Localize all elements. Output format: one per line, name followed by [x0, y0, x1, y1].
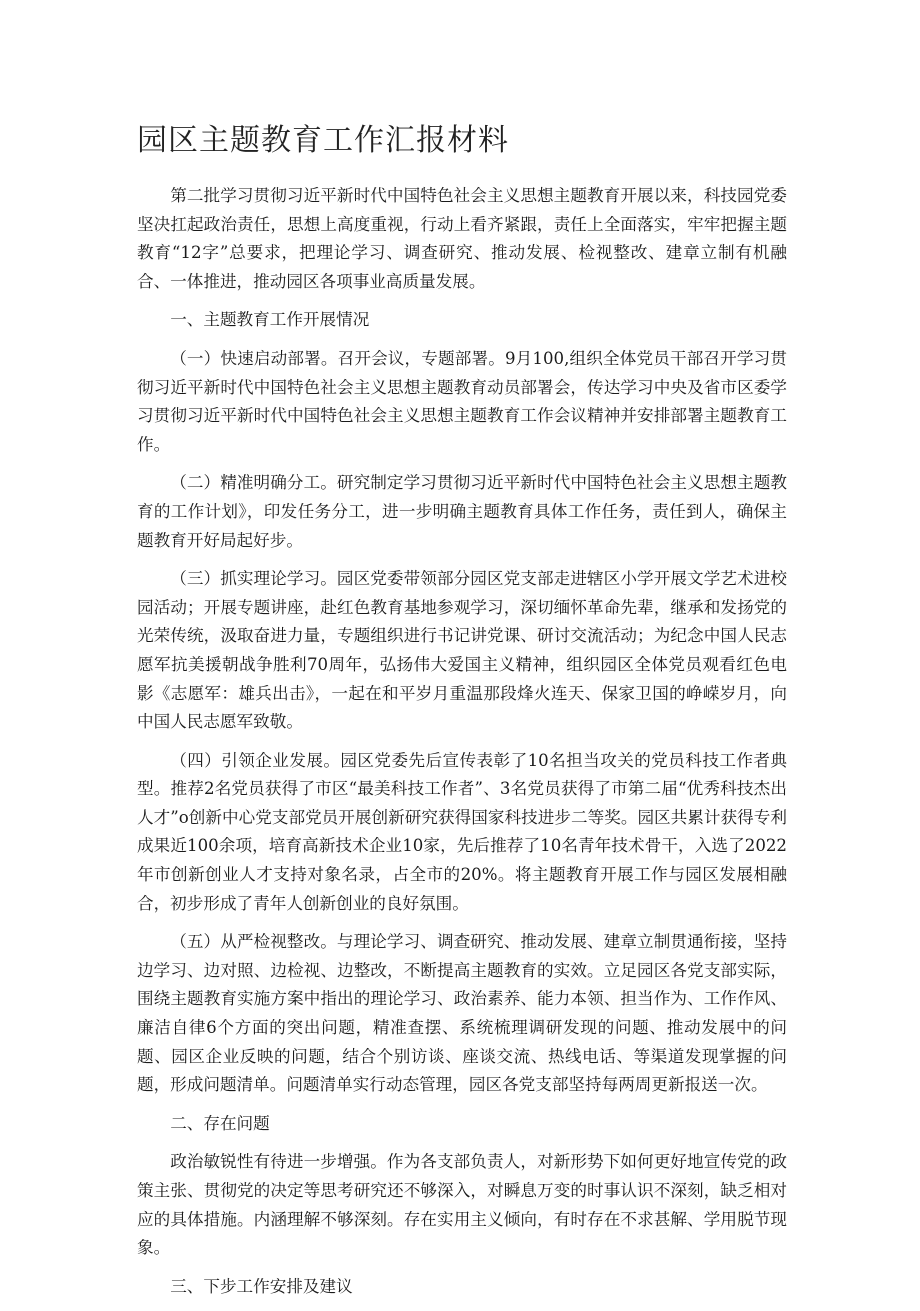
section1-item-5: （五）从严检视整改。与理论学习、调查研究、推动发展、建章立制贯通衔接，坚持边学习、边对照、边检视、边整改，不断提高主题教育的实效。立足园区各党支部实际，围绕主题教育实施方案中指出的理论学习、政治素养、能力本领、担当作为、工作作风、廉洁自律6个方面的突出问题，精准查摆、系统梳理调研发现的问题、推动发展中的问题、园区企业反映的问题，结合个别访谈、座谈交流、热线电话、等渠道发现掌握的问题，形成问题清单。问题清单实行动态管理，园区各党支部坚持每两周更新报送一次。: [137, 932, 787, 1095]
document-title: 园区主题教育工作汇报材料: [137, 123, 509, 158]
section-heading-2: 二、存在问题: [170, 1113, 270, 1133]
section1-item-4: （四）引领企业发展。园区党委先后宣传表彰了10名担当攻关的党员科技工作者典型。推荐2名党员获得了市区“最美科技工作者”、3名党员获得了市第二届“优秀科技杰出人才”o创新中心党支部党员开展创新研究获得国家科技进步二等奖。园区共累计获得专利成果近100余项，培育高新技术企业10家，先后推荐了10名青年技术骨干，入选了2022年市创新创业人才支持对象名录，占全市的20%。将主题教育开展工作与园区发展相融合，初步形成了青年人创新创业的良好氛围。: [137, 750, 787, 913]
section-heading-3: 三、下步工作安排及建议: [170, 1276, 353, 1296]
section-heading-1: 一、主题教育工作开展情况: [170, 310, 370, 330]
document-page: [137, 118, 787, 1311]
section2-paragraph: 政治敏锐性有待进一步增强。作为各支部负责人，对新形势下如何更好地宣传党的政策主张、贯彻党的决定等思考研究还不够深入，对瞬息万变的时事认识不深刻，缺乏相对应的具体措施。内涵理解不够深刻。存在实用主义倾向，有时存在不求甚解、学用脱节现象。: [137, 1152, 787, 1258]
section1-item-1: （一）快速启动部署。召开会议，专题部署。9月100,组织全体党员干部召开学习贯彻习近平新时代中国特色社会主义思想主题教育动员部署会，传达学习中央及省市区委学习贯彻习近平新时代中国特色社会主义思想主题教育工作会议精神并安排部署主题教育工作。: [137, 348, 787, 454]
section1-item-2: （二）精准明确分工。研究制定学习贯彻习近平新时代中国特色社会主义思想主题教育的工作计划》，印发任务分工，进一步明确主题教育具体工作任务，责任到人，确保主题教育开好局起好步。: [137, 473, 787, 550]
intro-paragraph: 第二批学习贯彻习近平新时代中国特色社会主义思想主题教育开展以来，科技园党委坚决扛起政治责任，思想上高度重视，行动上看齐紧跟，责任上全面落实，牢牢把握主题教育“12字”总要求，把理论学习、调查研究、推动发展、检视整改、建章立制有机融合、一体推进，推动园区各项事业高质量发展。: [137, 186, 787, 291]
section1-item-3: （三）抓实理论学习。园区党委带领部分园区党支部走进辖区小学开展文学艺术进校园活动；开展专题讲座，赴红色教育基地参观学习，深切缅怀革命先辈，继承和发扬党的光荣传统，汲取奋进力量，专题组织进行书记讲党课、研讨交流活动；为纪念中国人民志愿军抗美援朝战争胜利70周年，弘扬伟大爱国主义精神，组织园区全体党员观看红色电影《志愿军：雄兵出击》，一起在和平岁月重温那段烽火连天、保家卫国的峥嵘岁月，向中国人民志愿军致敬。: [137, 569, 787, 732]
